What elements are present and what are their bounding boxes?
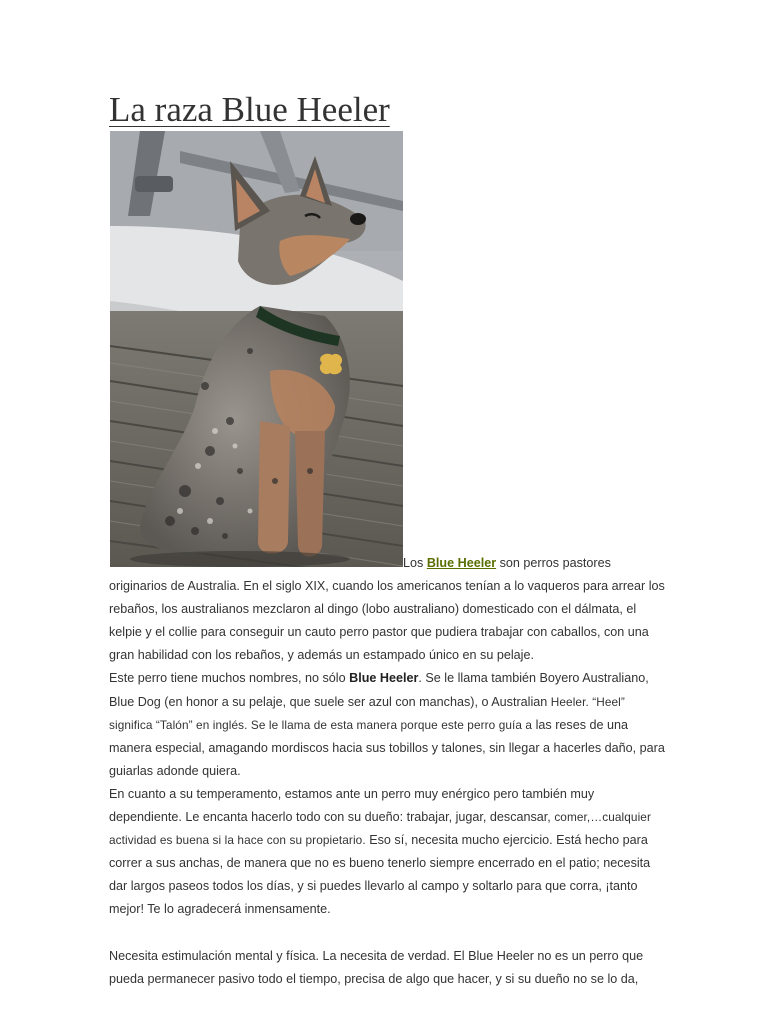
blue-heeler-link[interactable]: Blue Heeler [426, 556, 497, 570]
article-title: La raza Blue Heeler [109, 90, 390, 129]
breed-name-bold: Blue Heeler [349, 671, 419, 686]
paragraph-temperament: En cuanto a su temperamento, estamos ante un perro muy enérgico pero también muy dependiente. Le encanta hacerlo todo con su dueño: trabajar, jugar, descansar, comer,…cualquier actividad es buena si la hace con su propietario. Eso sí, necesita mucho ejercicio. Está hecho para correr a sus anchas, de manera que no es bueno tenerlo siempre encerrado en el patio; necesita dar largos paseos todos los días, y si puedes llevarlo al campo y soltarlo para que corra, ¡tanto mejor! Te lo agradecerá inmensamente. [109, 786, 651, 917]
blue-heeler-photo [110, 131, 403, 567]
origin-text: son perros pastores originarios de Australia. En el siglo XIX, cuando los americanos tenían a lo vaqueros para arrear los rebaños, los australianos mezclaron al dingo (lobo australiano) domesticado con el dálmata, el kelpie y el collie para conseguir un cauto perro pastor que pudiera trabajar con caballos, con una gran habilidad con los rebaños, y además un estampado único en su pelaje. [109, 556, 665, 663]
heel-meaning-text: Heeler. “Heel” significa “Talón” en inglés. Se le llama de esta manera porque este perro guía a [109, 694, 625, 732]
intro-text: Los [403, 556, 427, 570]
paragraph-names: Este perro tiene muchos nombres, no sólo Blue Heeler. Se le llama también Boyero Australiano, Blue Dog (en honor a su pelaje, que suele ser azul con manchas), o Australian Heeler. “Heel” significa “Talón” en inglés. Se le llama de esta manera porque este perro guía a las reses de una manera especial, amagando mordiscos hacia sus tobillos y talones, sin llegar a hacerles daño, para guiarlas adonde quiera. [109, 671, 665, 778]
paragraph-origin [109, 552, 665, 667]
owner-activity-text: comer,…cualquier actividad es buena si la hace con su propietario. [109, 810, 651, 848]
paragraph-spacer [109, 922, 665, 945]
paragraph-stimulation: Necesita estimulación mental y física. La necesita de verdad. El Blue Heeler no es un perro que pueda permanecer pasivo todo el tiempo, precisa de algo que hacer, y si su dueño no se lo da, [109, 948, 644, 986]
article-body [109, 552, 665, 991]
